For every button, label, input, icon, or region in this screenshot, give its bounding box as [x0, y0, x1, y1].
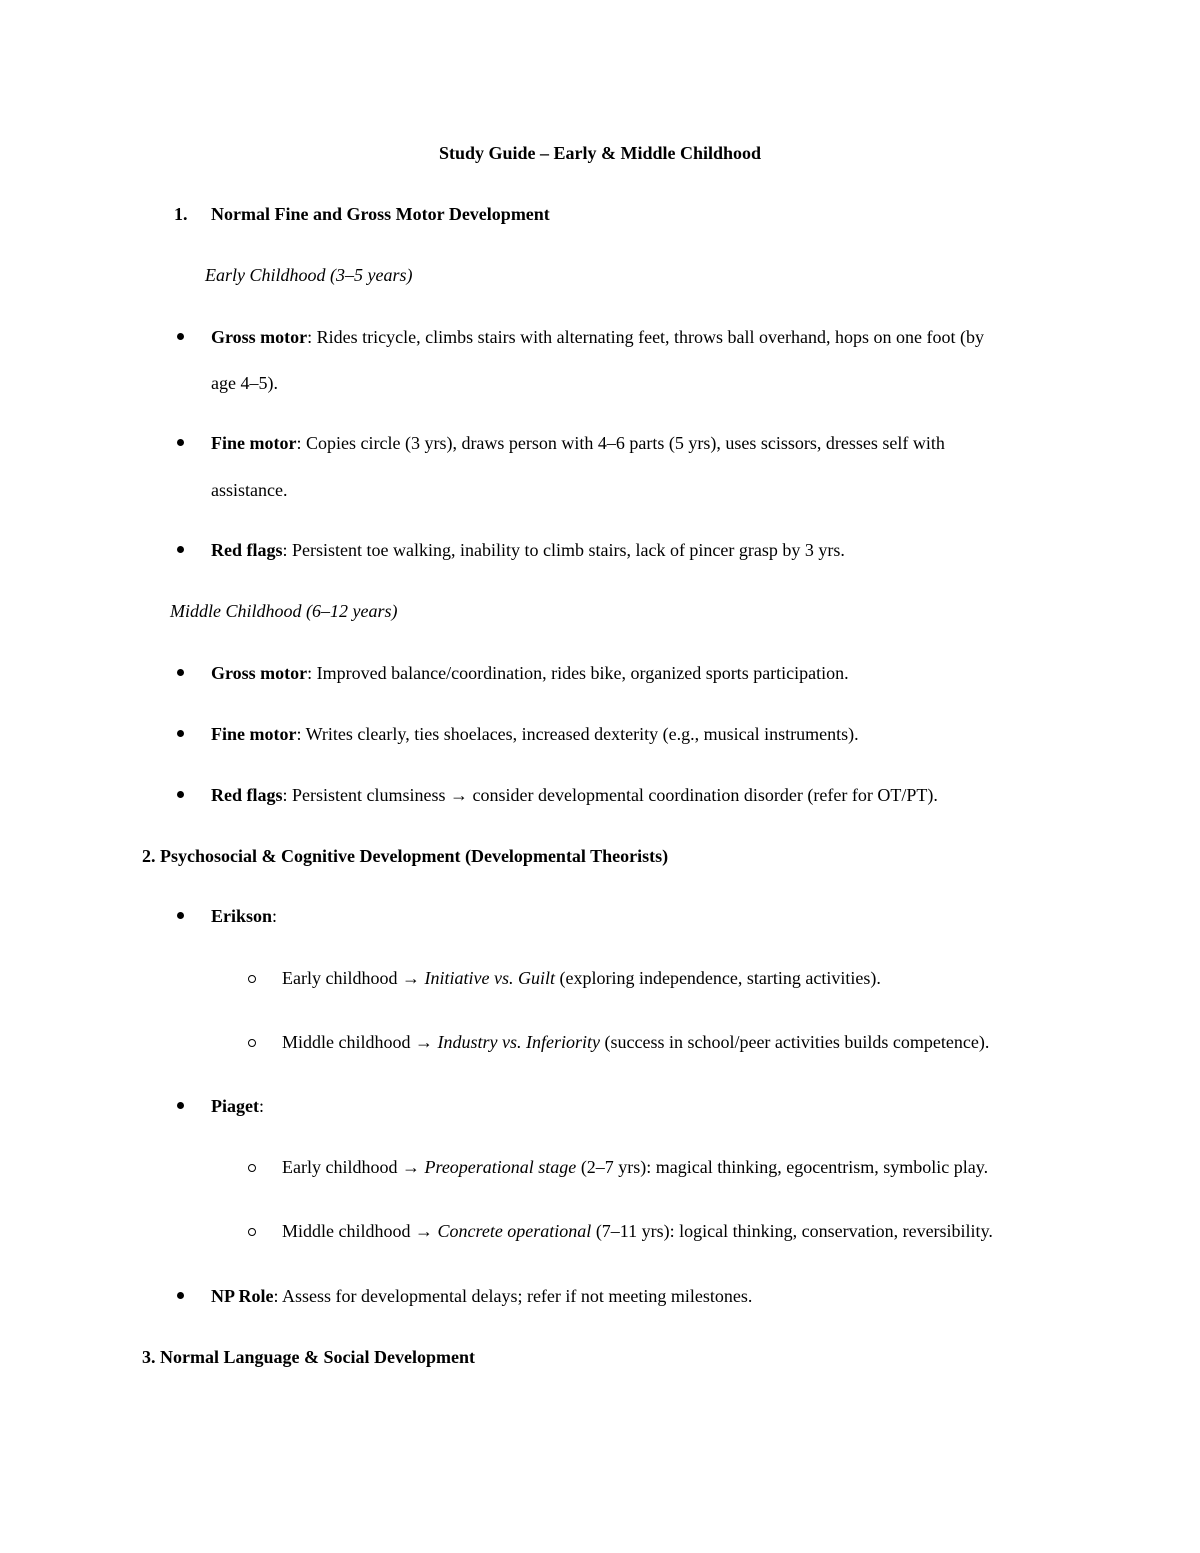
- bullet: [177, 439, 184, 446]
- item-text: : Persistent clumsiness → consider developmental coordination disorder (refer for OT/PT).: [282, 785, 938, 805]
- sub-item-stage: Preoperational stage: [424, 1157, 577, 1177]
- item-text: : Persistent toe walking, inability to climb stairs, lack of pincer grasp by 3 yrs.: [282, 540, 845, 560]
- middle-gross-motor-item: [211, 662, 849, 684]
- bullet: [177, 333, 184, 340]
- item-label: Fine motor: [211, 724, 297, 744]
- piaget-early-item: [282, 1156, 988, 1178]
- sub-item-stage: Industry vs. Inferiority: [437, 1032, 600, 1052]
- item-text: : Writes clearly, ties shoelaces, increased dexterity (e.g., musical instruments).: [296, 724, 859, 744]
- section3-heading: 3. Normal Language & Social Development: [142, 1347, 475, 1367]
- item-label: NP Role: [211, 1286, 274, 1306]
- early-red-flags-item: [211, 539, 845, 561]
- early-childhood-subheading: Early Childhood (3–5 years): [205, 265, 413, 285]
- sub-bullet: [248, 975, 256, 983]
- sub-item-text: (7–11 yrs): logical thinking, conservation, reversibility.: [591, 1221, 993, 1241]
- sub-item-prefix: Early childhood →: [282, 968, 425, 988]
- item-label: Piaget: [211, 1096, 259, 1116]
- middle-red-flags-item: [211, 784, 938, 806]
- item-text: : Copies circle (3 yrs), draws person with 4–6 parts (5 yrs), uses scissors, dresses self with: [296, 433, 945, 453]
- sub-item-prefix: Early childhood →: [282, 1157, 425, 1177]
- sub-item-text: (success in school/peer activities builds competence).: [599, 1032, 990, 1052]
- bullet: [177, 912, 184, 919]
- bullet: [177, 1102, 184, 1109]
- item-text: : Assess for developmental delays; refer if not meeting milestones.: [273, 1286, 753, 1306]
- sub-item-prefix: Middle childhood →: [282, 1221, 438, 1241]
- item-label: Fine motor: [211, 433, 297, 453]
- section1-heading: Normal Fine and Gross Motor Development: [211, 204, 550, 224]
- sub-item-text: (exploring independence, starting activities).: [554, 968, 881, 988]
- early-gross-motor-item: [211, 326, 984, 348]
- bullet: [177, 669, 184, 676]
- bullet: [177, 1292, 184, 1299]
- item-colon: :: [272, 906, 278, 926]
- item-text: : Improved balance/coordination, rides bike, organized sports participation.: [307, 663, 849, 683]
- middle-childhood-subheading: Middle Childhood (6–12 years): [170, 601, 398, 621]
- item-label: Gross motor: [211, 663, 308, 683]
- piaget-middle-item: [282, 1220, 993, 1242]
- item-label: Erikson: [211, 906, 273, 926]
- item-text: : Rides tricycle, climbs stairs with alternating feet, throws ball overhand, hops on one foot (by: [307, 327, 985, 347]
- bullet: [177, 791, 184, 798]
- sub-bullet: [248, 1039, 256, 1047]
- item-label: Red flags: [211, 540, 283, 560]
- sub-item-stage: Concrete operational: [437, 1221, 592, 1241]
- erikson-item: [211, 905, 277, 927]
- sub-item-prefix: Middle childhood →: [282, 1032, 438, 1052]
- item-label: Gross motor: [211, 327, 308, 347]
- item-label: Red flags: [211, 785, 283, 805]
- early-gross-motor-item-cont: age 4–5).: [211, 373, 278, 393]
- sub-bullet: [248, 1164, 256, 1172]
- piaget-item: [211, 1095, 264, 1117]
- sub-bullet: [248, 1228, 256, 1236]
- early-fine-motor-item: [211, 432, 945, 454]
- section1-number: 1.: [174, 204, 188, 224]
- np-role-item: [211, 1285, 752, 1307]
- section2-heading: 2. Psychosocial & Cognitive Development (Developmental Theorists): [142, 846, 669, 866]
- early-fine-motor-item-cont: assistance.: [211, 480, 288, 500]
- bullet: [177, 546, 184, 553]
- sub-item-stage: Initiative vs. Guilt: [424, 968, 555, 988]
- erikson-middle-item: [282, 1031, 989, 1053]
- page-title: Study Guide – Early & Middle Childhood: [438, 143, 762, 163]
- erikson-early-item: [282, 967, 881, 989]
- middle-fine-motor-item: [211, 723, 859, 745]
- bullet: [177, 730, 184, 737]
- item-colon: :: [258, 1096, 264, 1116]
- sub-item-text: (2–7 yrs): magical thinking, egocentrism, symbolic play.: [576, 1157, 989, 1177]
